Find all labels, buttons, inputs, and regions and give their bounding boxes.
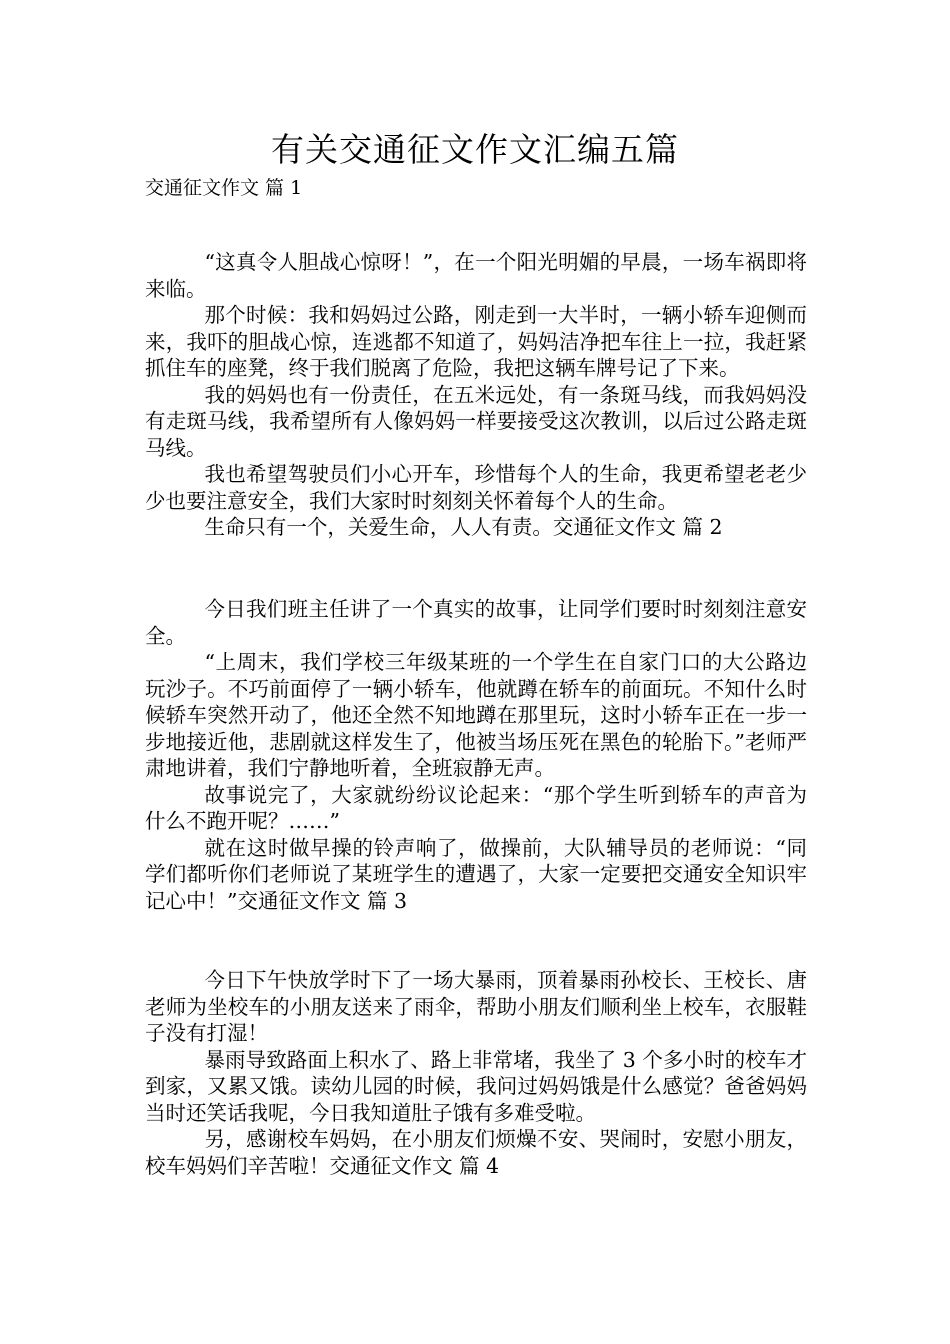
paragraph: 今日下午快放学时下了一场大暴雨，顶着暴雨孙校长、王校长、唐老师为坐校车的小朋友送来了雨伞，帮助小朋友们顺利坐上校车，衣服鞋子没有打湿！ [145,968,807,1045]
paragraph: 我也希望驾驶员们小心开车，珍惜每个人的生命，我更希望老老少少也要注意安全，我们大家时时刻刻关怀着每个人的生命。 [145,462,807,513]
paragraph: 故事说完了，大家就纷纷议论起来：“那个学生听到轿车的声音为什么不跑开呢？……” [145,782,807,833]
paragraph: 就在这时做早操的铃声响了，做操前，大队辅导员的老师说：“同学们都听你们老师说了某班学生的遭遇了，大家一定要把交通安全知识牢记心中！”交通征文作文 篇 3 [145,835,807,913]
paragraph: 今日我们班主任讲了一个真实的故事，让同学们要时时刻刻注意安全。 [145,597,807,648]
document-title: 有关交通征文作文汇编五篇 [271,130,679,169]
paragraph: 我的妈妈也有一份责任，在五米远处，有一条斑马线，而我妈妈没有走斑马线，我希望所有人像妈妈一样要接受这次教训，以后过公路走斑马线。 [145,382,807,460]
paragraph: 另，感谢校车妈妈，在小朋友们烦燥不安、哭闹时，安慰小朋友，校车妈妈们辛苦啦！交通征文作文 篇 4 [145,1127,807,1178]
essay-section-2 [145,596,807,914]
section-heading: 交通征文作文 篇 1 [145,177,303,199]
paragraph: 暴雨导致路面上积水了、路上非常堵，我坐了 3 个多小时的校车才到家，又累又饿。读幼儿园的时候，我问过妈妈饿是什么感觉？爸爸妈妈当时还笑话我呢，今日我知道肚子饿有多难受啦。 [145,1047,807,1125]
essay-section-1 [145,249,807,541]
paragraph: “上周末，我们学校三年级某班的一个学生在自家门口的大公路边玩沙子。不巧前面停了一辆小轿车，他就蹲在轿车的前面玩。不知什么时候轿车突然开动了，他还全然不知地蹲在那里玩，这时小轿车正在一步一步地接近他，悲剧就这样发生了，他被当场压死在黑色的轮胎下。”老师严肃地讲着，我们宁静地听着，全班寂静无声。 [145,650,807,780]
essay-section-3 [145,967,807,1179]
paragraph: 生命只有一个，关爱生命，人人有责。交通征文作文 篇 2 [204,515,723,539]
paragraph: 那个时候：我和妈妈过公路，刚走到一大半时，一辆小轿车迎侧而来，我吓的胆战心惊，连逃都不知道了，妈妈洁净把车往上一拉，我赶紧抓住车的座凳，终于我们脱离了危险，我把这辆车牌号记了下来。 [145,303,807,380]
paragraph: “这真令人胆战心惊呀！”，在一个阳光明媚的早晨，一场车祸即将来临。 [145,250,807,301]
